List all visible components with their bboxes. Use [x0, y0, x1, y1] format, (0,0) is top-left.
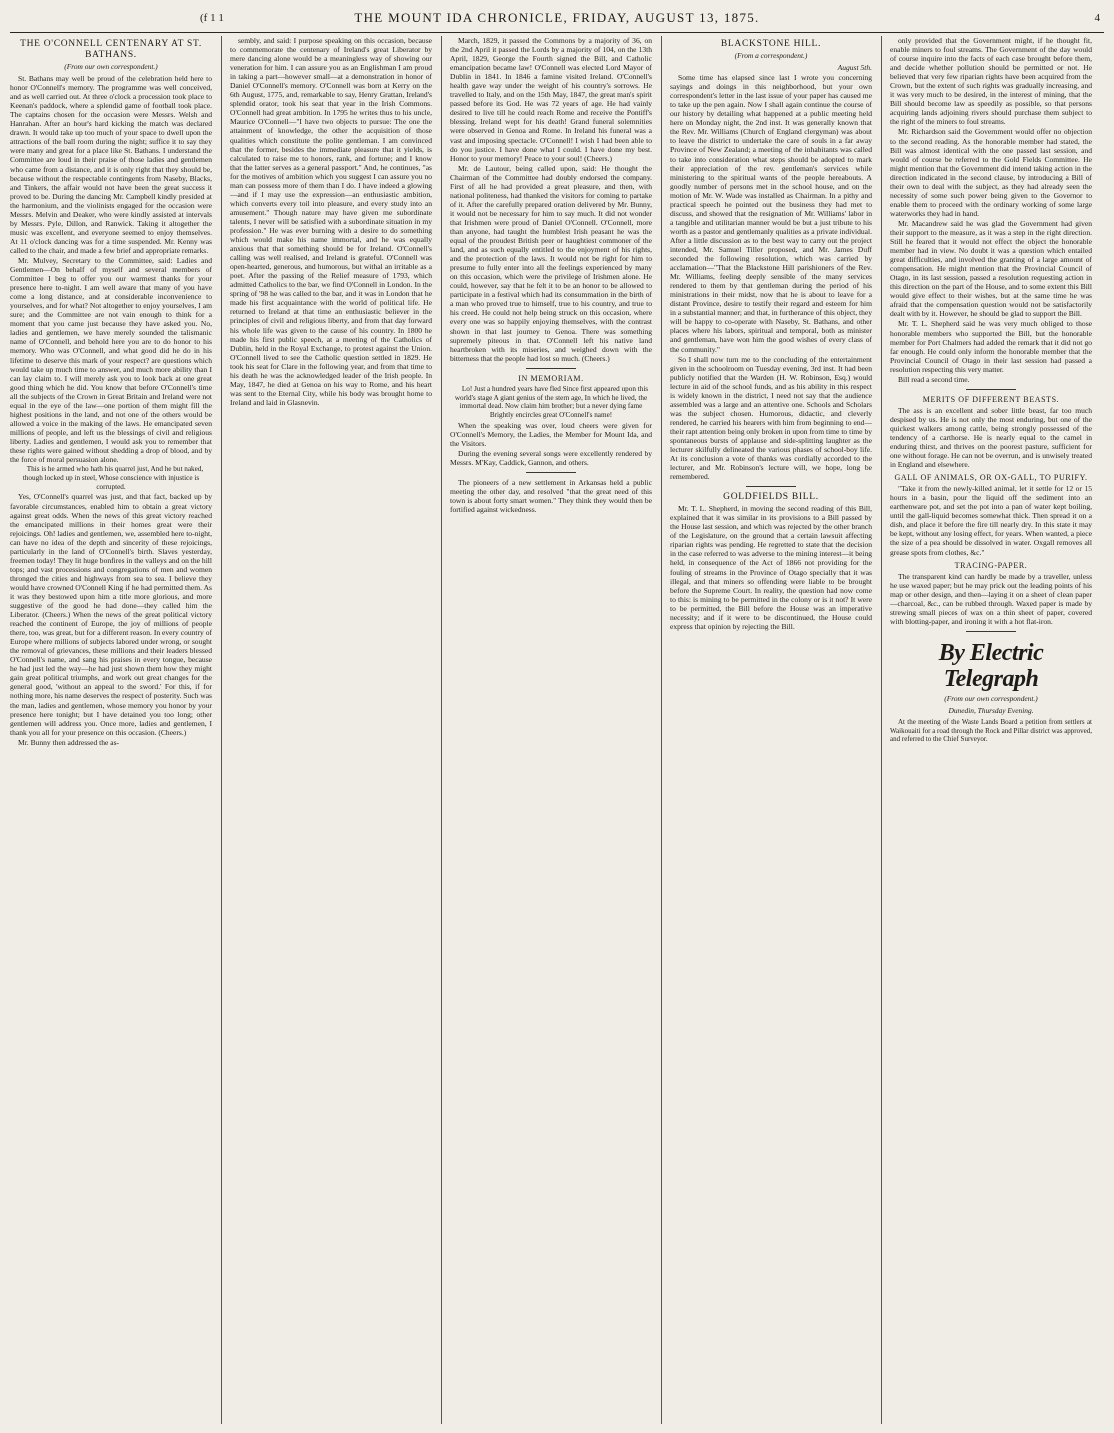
divider: [526, 472, 576, 473]
article-paragraph: sembly, and said: I purpose speaking on this occasion, because to commemorate the centenary of Ireland's great Liberator by mere dancing alone would be a meaningless way of showing our veneration for him. I can assure you as an Englishman I am proud in taking a part—however small—at a demonstration in honor of Daniel O'Connell's memory. O'Connell was born at Kerry on the 6th August, 1775, and, remarkable to say, Henry Grattan, Ireland's splendid orator, took his seat that year in the Irish Commons. O'Connell had great ambition. In 1795 he writes thus to his uncle, Maurice O'Connell—"I have two objects to pursue: The one the attainment of knowledge, the other the acquisition of those qualities which constitute the polite gentleman. I am convinced that the former, besides the immediate pleasure that it yields, is calculated to raise me to honors, rank, and fortune; and I know that the latter serves as a general passport." And, he continues, "as for the motives of ambition which you suggest I can assure you no man can possess more of them than I do. I have indeed a glowing—and if I may use the expression—an enthusiastic ambition, which converts every toil into pleasure, and every study into an amusement." Though nature may have given me subordinate talents, I never will be satisfied with a subordinate situation in my profession." He was ever burning with a desire to do something which would make his name immortal, and he was equally anxious that that something should be for Ireland. O'Connell's calling was well realised, and Ireland is grateful. O'Connell was open-hearted, generous, and humorous, but withal an irritable as a poet. After the passing of the Relief measure of 1793, which admitted Catholics to the bar, we find O'Connell in London. In the spring of '98 he was called to the bar, and it was in London that he made his first acquaintance with the world of political life. He returned to Ireland at that time an enthusiastic believer in the principles of civil and religious liberty, and from that day forward his whole life was given to the cause of his country. In 1800 he made his first public speech, at a meeting of the Catholics of Dublin, held in the Royal Exchange, to protest against the Union. O'Connell lived to see the Catholic question settled in 1829. He took his seat for Clare in the following year, and from that time to his death he was the acknowledged leader of the Irish people. In May, 1847, he died at Genoa on his way to Rome, and his heart was sent to the Eternal City, while his body was brought home to Ireland and laid in Glasnevin.: [230, 36, 432, 407]
column-4: [670, 36, 872, 1424]
article-paragraph: The ass is an excellent and sober little beast, far too much despised by us. He is not only the most enduring, but one of the quickest walkers among cattle, being strongly possessed of the tendency of a carthorse. He is nearly equal to the camel in enduring thirst, and thrives on the poorest pasture, sufficient for one without forage. He can not be overrun, and is unwisely treated in England and elsewhere.: [890, 405, 1092, 470]
article-headline: GOLDFIELDS BILL.: [723, 492, 819, 503]
article-paragraph: Bill read a second time.: [898, 374, 970, 384]
page-number: 4: [1094, 12, 1100, 24]
telegraph-paragraph: At the meeting of the Waste Lands Board a petition from settlers at Waikouaiti for a road through the Rock and Pillar district was approved, and referred to the Chief Surveyor.: [890, 718, 1092, 744]
telegraph-byline: (From our own correspondent.): [944, 693, 1038, 703]
masthead-title: THE MOUNT IDA CHRONICLE, FRIDAY, AUGUST 13, 1875.: [354, 10, 760, 25]
article-paragraph: When the speaking was over, loud cheers were given for O'Connell's Memory, the Ladies, the Member for Mount Ida, and the Visitors.: [450, 420, 652, 449]
article-paragraph: St. Bathans may well be proud of the celebration held here to honor O'Connell's memory. The programme was well conceived, and as well carried out. At three o'clock a procession took place to Keenan's paddock, where a splendid game of football took place. The captains chosen for the occasion were Messrs. Welsh and Hanrahan. After an hour's hard kicking the match was declared drawn. It would take up too much of your space to dwell upon the attractions of the ball room during the night; suffice it to say they were many and great for a place like St. Bathans. I understand the Committee are loud in their praise of those ladies and gentlemen who came from a distance, and it is only right that they should be, because without the respectable contingents from Naseby, Blacks, and Tinkers, the affair would not have been the great success it proved to be. During the dancing Mr. Campbell kindly presided at the harmonium, and the violinists engaged for the occasion were Messrs. Melvin and Deaker, who were kindly assisted at intervals by Messrs. Pyle, Dillon, and Ranwick. Taking it altogether the music was excellent, and everyone seemed to enjoy themselves. At 11 o'clock dancing was for a time suspended. Mr. Kenny was called to the chair, and made a few brief and appropriate remarks.: [10, 74, 212, 255]
divider: [966, 389, 1016, 390]
article-paragraph: So I shall now turn me to the concluding of the entertainment given in the schoolroom on Tuesday evening, 3rd inst. It had been publicly notified that the Warden (H. W. Robinson, Esq.) would lecture in aid of the school funds, and as his ability in this respect is widely known in the district, I need not say that the audience assembled was a large and an attentive one. Schools and Scholars was the subject chosen. Humorous, didactic, and cleverly rendered, he carried his hearers with him from beginning to end—their rapt attention being only broken in upon from time to time by spontaneous bursts of applause and side-splitting laughter as the lecturer skilfully delineated the various phases of school-boy life. At its conclusion a vote of thanks was cordially accorded to the lecturer, and Mr. Robinson's lecture will, we hope, long be remembered.: [670, 354, 872, 482]
column-rule: [881, 36, 882, 1424]
article-byline: (From a correspondent.): [734, 51, 808, 60]
masthead-left-mark: (f 1 1: [200, 12, 224, 24]
divider: [526, 368, 576, 369]
article-paragraph: The transparent kind can hardly be made by a traveller, unless he use waxed paper; but he may prick out the leading points of his map or other design, and then—laying it on a sheet of clean paper—charcoal, &c., can be rubbed through. Waxed paper is made by strewing small pieces of wax on a thin sheet of paper, covered with blotting-paper, and ironing it with a hot flat-iron.: [890, 571, 1092, 626]
article-paragraph: "Take it from the newly-killed animal, let it settle for 12 or 15 hours in a basin, pour the liquid off the sediment into an earthenware pot, and set the pot into a pan of water kept boiling, until the gall-liquid becomes somewhat thick. Then spread it on a dish, and place it before the fire till nearly dry. In this state it may be kept, without any losing effect, for years. When wanted, a piece the size of a pea should be dissolved in water. Oxgall removes all grease spots from clothes, &c.": [890, 484, 1092, 557]
article-byline: (From our own correspondent.): [64, 62, 158, 71]
article-paragraph: Mr. Mulvey, Secretary to the Committee, said: Ladies and Gentlemen—On behalf of myself and several members of Committee I beg to offer you our warmest thanks for your presence here to-night. I am well aware that many of you have come a long distance, and at considerable inconvenience to yourselves, and for what? Not altogether to enjoy yourselves, I am sure; and the Committee are not vain enough to think for a moment that you came just because they have asked you. No, ladies and gentlemen, we have merely sounded the talismanic name of O'Connell, and behold here you are to do honor to his memory. Who was O'Connell, and what good did he do in his lifetime to deserve this mark of your respect? are questions which would take up much time to answer, and much more ability than I can lay claim to. I will merely ask you to look back at one great good thing which he did. You know that before O'Connell's time all the subjects of the Crown in Great Britain and Ireland were not equal in the eye of the law—one portion of them might fill the highest positions in the land, and not one of the others would be allowed a voice in the making of the laws. He emancipated seven millions of people, and left us the blessings of civil and religious liberty. Ladies and gentlemen, I would ask you to remember that these rights were gained without shedding a drop of blood, and by the force of moral persuasion alone.: [10, 255, 212, 465]
column-2: [230, 36, 432, 1424]
article-paragraph: During the evening several songs were excellently rendered by Messrs. M'Kay, Caddick, Gannon, and others.: [450, 449, 652, 468]
article-paragraph: Mr. Bunny then addressed the as-: [18, 737, 120, 747]
column-rule: [221, 36, 222, 1424]
poem-title: IN MEMORIAM.: [518, 373, 584, 383]
article-paragraph: Mr. T. L. Shepherd, in moving the second reading of this Bill, explained that it was similar in its provisions to a Bill passed by the House last session, and which was rejected by the other branch of the Legislature, on the ground that a certain lawsuit affecting riparian rights was pending. He regretted to state that the decision in the case referred to was adverse to the mining interest—it being held, in consequence of the Act of 1866 not providing for the fouling of streams in the Province of Otago specially that it was illegal, and that miners so offending were liable to be brought before the Supreme Court. In reality, the question had now come to this: is mining to be permitted in the colony or is it not? It were to be permitted, the Bill before the House was an imperative necessity; and if it were to be discontinued, the House could express that opinion by rejecting the Bill.: [670, 504, 872, 631]
column-rule: [661, 36, 662, 1424]
article-paragraph: Mr. Macandrew said he was glad the Government had given their support to the measure, as it was a step in the right direction. Still he feared that it would not effect the object the honorable member had in view. No doubt it was a question which entailed great difficulties, and involved the granting of a large amount of compensation. He might mention that the Provincial Council of Otago, in its last session, passed a resolution requesting action in this direction on the part of the House, and to some extent this Bill would give effect to their wishes, but at the same time he was afraid that the compensation question would not be satisfactorily dealt with by it. However, he should be glad to support the Bill.: [890, 218, 1092, 319]
divider: [746, 486, 796, 487]
poem-text: Lo! Just a hundred years have fled Since first appeared upon this world's stage A giant genius of the stern age, In which he lived, the immortal dead. Now claim him brother; but a never dying fame Brightly encircles great O'Connell's name!: [454, 384, 649, 420]
article-headline: BLACKSTONE HILL.: [720, 39, 822, 49]
column-3: [450, 36, 652, 1424]
article-headline: THE O'CONNELL CENTENARY AT ST. BATHANS.: [20, 39, 202, 60]
telegraph-heading: By Electric Telegraph: [938, 639, 1044, 692]
section-title: GALL OF ANIMALS, OR OX-GALL, TO PURIFY.: [894, 473, 1088, 483]
article-paragraph: March, 1829, it passed the Commons by a majority of 36, on the 2nd April it passed the Lords by a majority of 104, on the 13th April, 1829, George the Fourth signed the Bill, and Catholic emancipation became law! O'Connell was elected Lord Mayor of Dublin in 1841. In 1846 a famine visited Ireland. O'Connell's health gave way under the weight of his country's sorrows. He travelled to Italy, and on the 15th May, 1847, the great man's spirit passed before its God. He was 72 years of age. He had vainly desired to live till he could reach Rome and receive the Pontiff's blessing. Ireland wept for his death! Grand funeral solemnities were observed in Genoa and Rome. In Ireland his funeral was a vast and imposing spectacle. O'Connell! I wish I had been able to do you justice. I have done what I could. I have done my best. Honor to your memory! Peace to your soul! (Cheers.): [450, 36, 652, 163]
divider: [966, 631, 1016, 632]
telegraph-dateline: Dunedin, Thursday Evening.: [948, 705, 1034, 715]
article-paragraph: The pioneers of a new settlement in Arkansas held a public meeting the other day, and resolved "that the great need of this town is about forty smart women." They think they would then be fortified against wickedness.: [450, 478, 652, 515]
section-title: TRACING-PAPER.: [954, 560, 1028, 570]
article-date: August 5th.: [837, 63, 872, 73]
section-title: MERITS OF DIFFERENT BEASTS.: [922, 394, 1060, 404]
article-paragraph: Some time has elapsed since last I wrote you concerning sayings and doings in this neighborhood, but your own correspondent's letter in the last issue of your paper has caused me to take up the pen again. Now I shall again continue the course of our history by detailing what happened at a public meeting held here on Monday night, the 2nd inst. It was generally known that the Rev. Mr. Williams (Church of England clergyman) was about to leave the district to undertake the care of souls in a far away Province of New Zealand; a meeting of the inhabitants was called to take into consideration what steps should be adopted to mark their appreciation of the rev. gentleman's services while ministering to the spiritual wants of the people hereabouts. A goodly number of persons met in the school house, and on the motion of Mr. W. Wade was installed as Chairman. In a pithy and practical speech he pointed out the business they had met to discuss, and showed that the resignation of Mr. Williams' labor in a tangible and utilitarian manner would be but a just tribute to his worth as a pastor and gentlemanly qualities as a private individual. After a little discussion as to the best way to carry out the project intended, Mr. Samuel Tiller proposed, and Mr. James Duff seconded the following resolution, which was carried by acclamation—"That the Blackstone Hill parishioners of the Rev. Mr. Williams, feeling deeply sensible of the many services rendered to them by that gentleman during the period of his ministrations in their midst, now that he is about to leave for a distant Province, desire to testify their regard and esteem for him in a substantial manner; and that, in furtherance of this object, they will be happy to co-operate with Naseby, St. Bathans, and other places where his labors, spiritual and temporal, both as minister and gentleman, have won him the good wishes of every class of the community.": [670, 73, 872, 354]
article-paragraph: Mr. de Lautour, being called upon, said: He thought the Chairman of the Committee had doubly endorsed the company. First of all he had provided a great pleasure, and then, with national politeness, had thanked the visitors for coming to partake of it. After the carefully prepared oration delivered by Mr. Bunny, it would not be necessary for him to say much. It did not wonder that Irishmen were proud of Daniel O'Connell. O'Connell, more than anyone, had taught the humblest Irish peasant he was the equal of the proudest British peer or haughtiest commoner of the land, and as such equally entitled to the enjoyment of his rights, and the protection of the laws. It would not be right for him to presume to fully enter into all the feelings experienced by many on this occasion, which were the privilege of Irishmen alone. He could, however, say that he felt it to be an honor to be allowed to participate in a festival which had its consummation in the birth of a man who proved true to himself, true to his country, and true to his creed. He could not help being struck on this occasion, where every one was so happily enjoying themselves, with the contrast shown in that last journey to Genoa. There was something supremely piteous in that. O'Connell left his native land heartbroken with its miseries, and weighed down with the bitterness that the people had lost so much. (Cheers.): [450, 163, 652, 363]
article-paragraph: Yes, O'Connell's quarrel was just, and that fact, backed up by favorable circumstances, enabled him to obtain a great victory against great odds. When the news of this great victory reached the emancipated millions in their homes great were their rejoicings. Oh! ladies and gentlemen, we, assembled here to-night, can have no idea of the depth and sincerity of these rejoicings, particularly in the land of O'Connell's birth. Slaves yesterday, freemen today! They lit huge bonfires in the valleys and on the hill tops; and vast processions and congregations of men and women thronged the cities and highways from sea to sea. I believe they would have crowned O'Connell King if he had permitted them. As it was they bestowed upon him a title more glorious, and more suggestive of the good he had done—they called him the Liberator. (Cheers.) When the news of the great political victory reached the continent of Europe, the joy of millions of people there, too, was great, but for a different reason. In every country of Europe where millions of subjects labored under wrong, or sought the removal of grievances, these millions and their leaders blessed O'Connell's name, and sang his praises in every tongue, because he had just led the way—he had just shown them how they might gain great political triumphs, and work out great changes for the general good, 'without an appeal to the sword.' For this, if for nothing more, his name deserves the respect of posterity. Such was the man, ladies and gentlemen, whose memory you honor by your presence here tonight; but I have detained you too long; other gentlemen will address you. Once more, ladies and gentlemen, I thank you all for your presence on this occasion. (Cheers.): [10, 492, 212, 737]
quoted-verse: This is he armed who hath his quarrel just, And he but naked, though locked up in steel, Whose conscience with injustice is corrupted.: [22, 465, 204, 491]
article-paragraph: Mr. T. L. Shepherd said he was very much obliged to those honorable members who supported the Bill, but the honorable member for Port Chalmers had added the remark that it did not go far enough. He could only inform the honorable member that the Provincial Council of Otago in their last session had passed a resolution respecting this very matter.: [890, 319, 1092, 374]
article-paragraph: only provided that the Government might, if he thought fit, enable miners to foul streams. The Government of the day would of course inquire into the facts of each case brought before them, and decide whether pollution should be permitted or not. He believed that very few riparian rights have been acquired from the Crown, but the extent of such rights was gradually increasing, and it was very much to be desired, in the interest of mining, that the Bill should become law as speedily as possible, so that persons acquiring lands adjoining rivers should purchase them subject to the right of the miners to foul streams.: [890, 36, 1092, 127]
column-rule: [441, 36, 442, 1424]
column-5: [890, 36, 1092, 1424]
article-paragraph: Mr. Richardson said the Government would offer no objection to the second reading. As the honorable member had stated, the Bill was almost identical with the one passed last session, and would of course be referred to the Gold Fields Committee. He might mention that the Government did intend taking action in the direction indicated in the second clause, by introducing a Bill of their own to deal with the subject, as they had already seen the necessity of some such power being given to the Governor to enable them to proceed with the ordinary working of some large waterworks they had in hand.: [890, 127, 1092, 218]
column-1: [10, 36, 212, 1424]
masthead: [10, 6, 1104, 33]
